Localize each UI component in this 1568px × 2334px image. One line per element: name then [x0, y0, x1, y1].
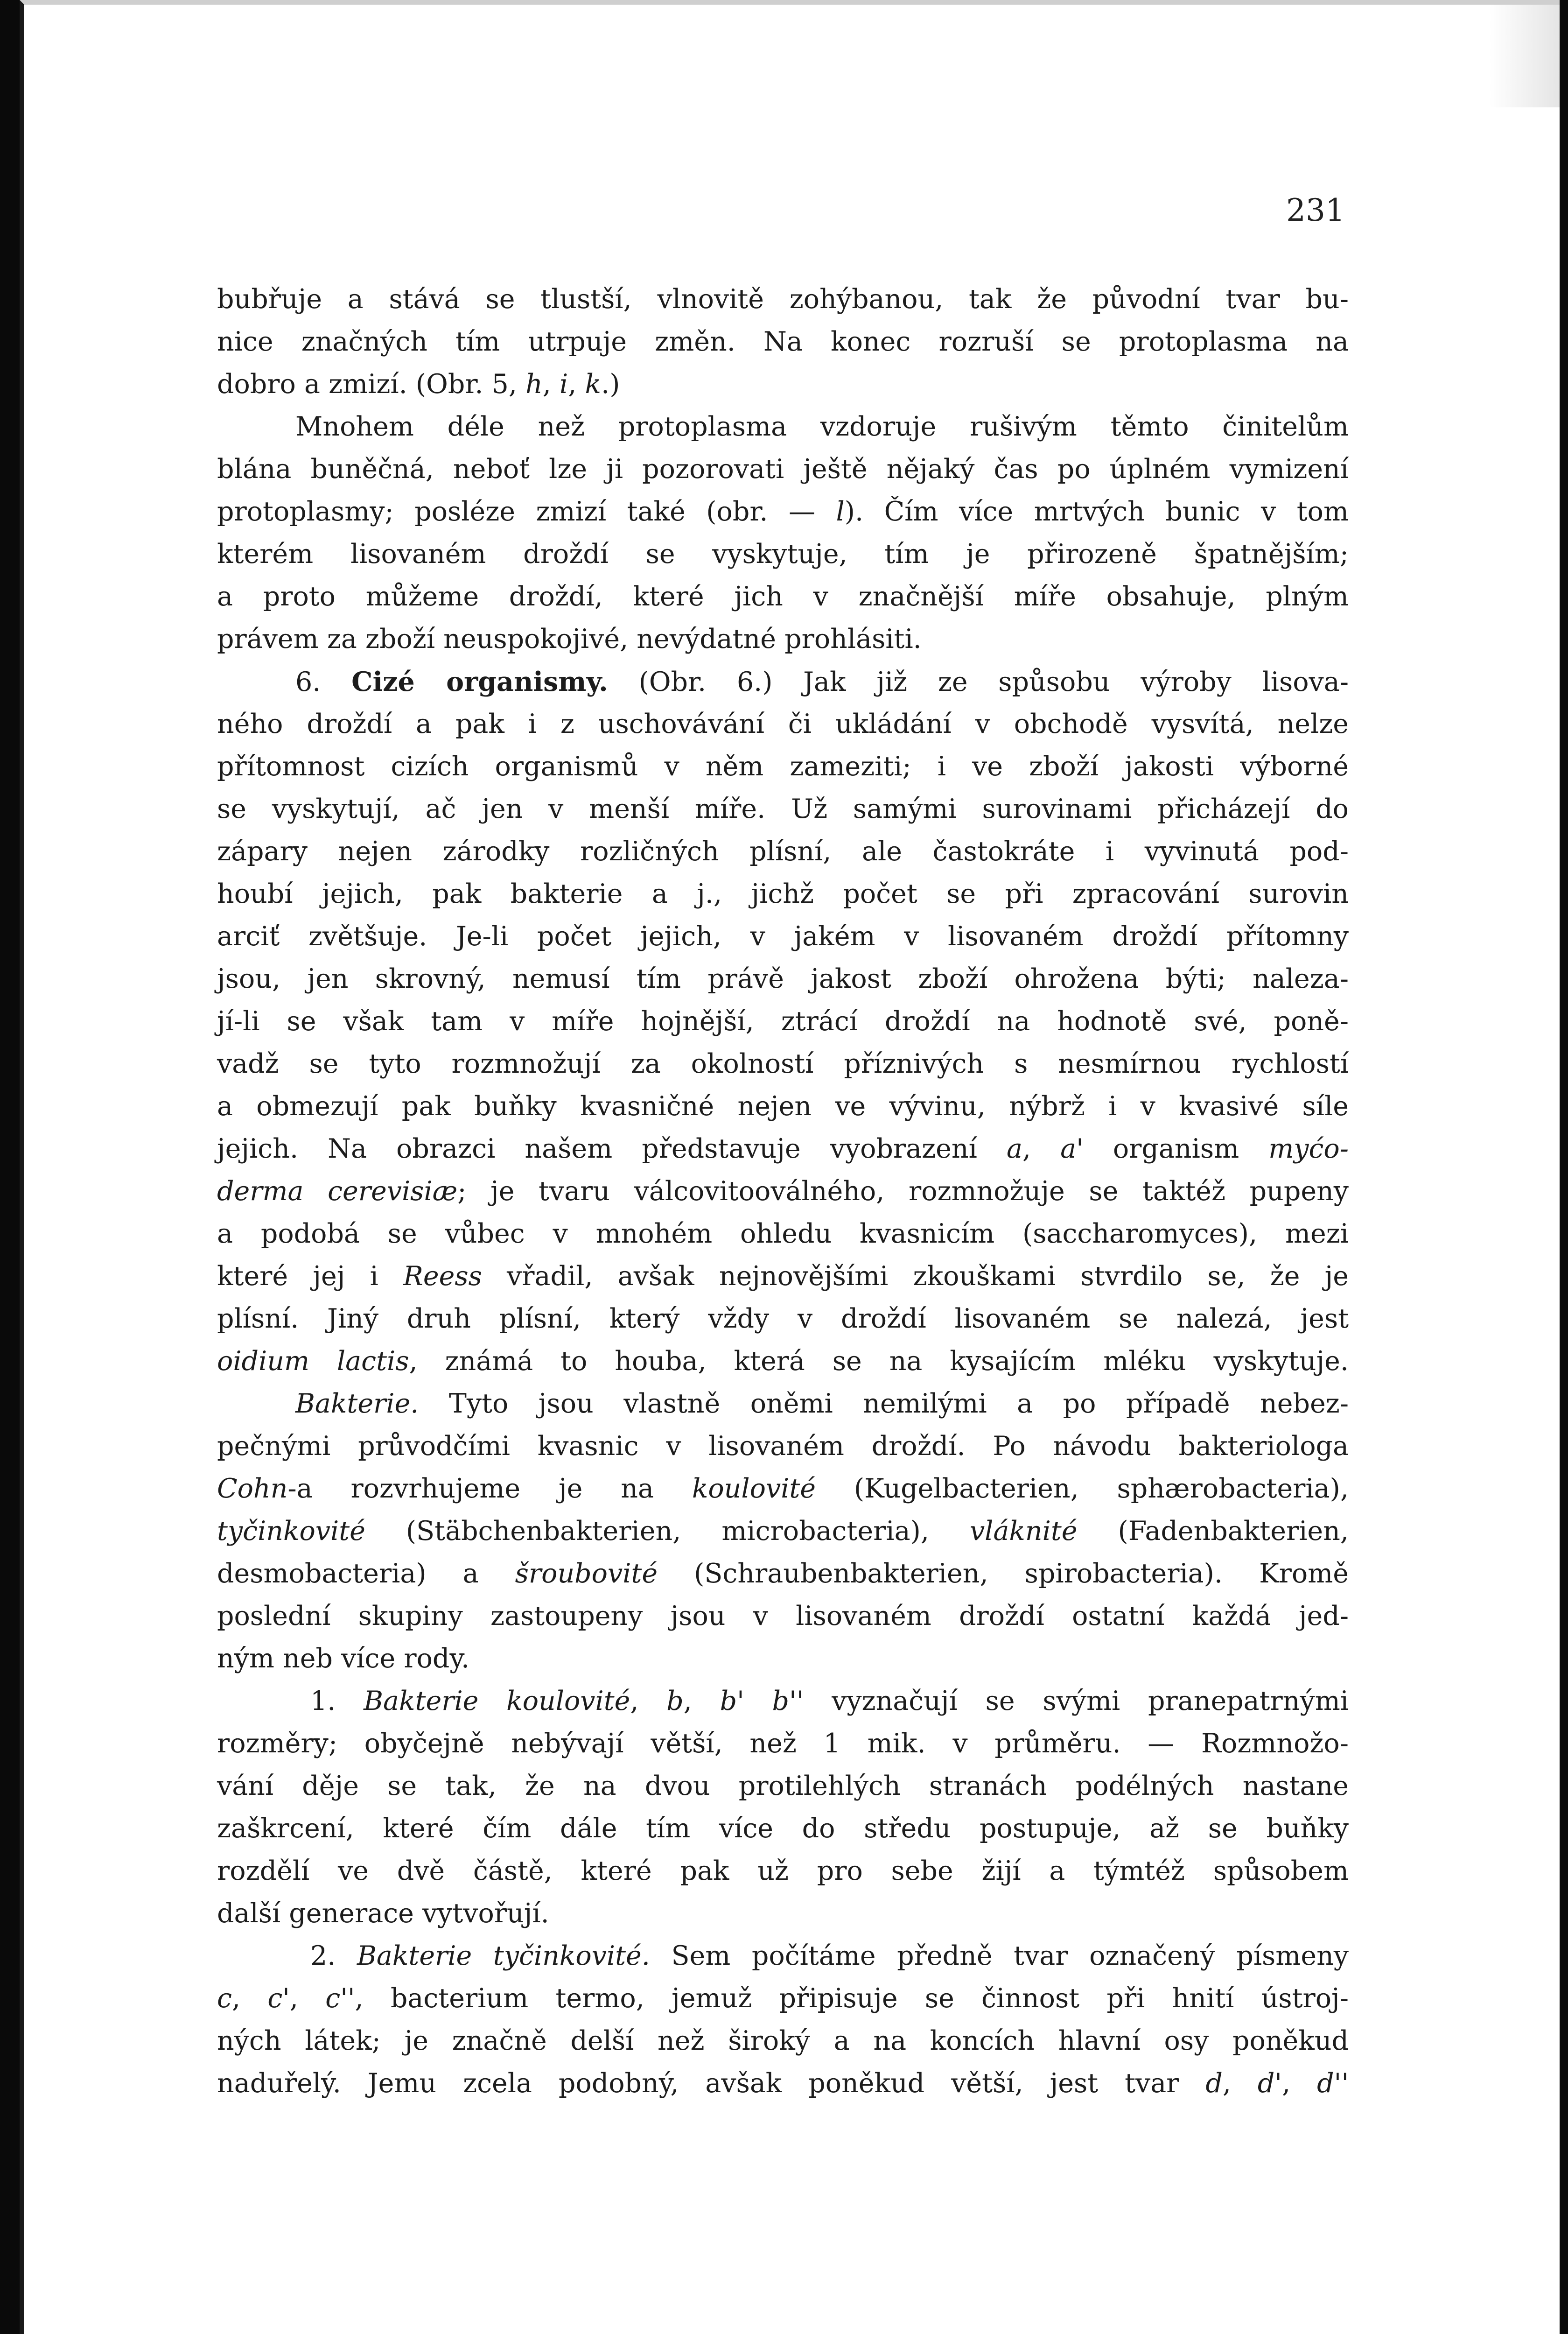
body-text [217, 278, 1349, 2105]
text-line [217, 1213, 1349, 1255]
text-run: naduřelý. Jemu zcela podobný, avšak poněkud větší, jest tvar [217, 2068, 1206, 2099]
text-line [217, 1383, 1349, 1425]
text-line [217, 1595, 1349, 1638]
text-line [217, 321, 1349, 363]
text-line [217, 1807, 1349, 1850]
italic-text: a [1006, 1133, 1022, 1164]
text-line [217, 1977, 1349, 2020]
italic-text: tyčinkovité [217, 1516, 365, 1547]
text-run: , [1282, 2068, 1317, 2099]
text-line [217, 533, 1349, 576]
text-line [217, 2062, 1349, 2105]
text-run: , bacterium termo, jemuž připisuje se činnost při hnití ústroj- [355, 1983, 1349, 2014]
text-line [217, 1765, 1349, 1807]
italic-text: d [1205, 2068, 1223, 2099]
text-run: desmobacteria) a [217, 1558, 515, 1589]
text-run: vání děje se tak, že na dvou protilehlých stranách podélných nastane [217, 1771, 1349, 1801]
italic-text: c'' [325, 1983, 355, 2014]
text-line [217, 1510, 1349, 1553]
text-run: -a rozvrhujeme je na [287, 1473, 692, 1504]
text-run: bubřuje a stává se tlustší, vlnovitě zohýbanou, tak že původní tvar bu- [217, 284, 1349, 315]
italic-text: derma cerevisiæ [217, 1176, 458, 1207]
book-page [20, 0, 1560, 2334]
text-run: (Schraubenbakterien, spirobacteria). Kromě [658, 1558, 1349, 1589]
text-line [217, 958, 1349, 1000]
text-run: 1. [310, 1686, 364, 1716]
text-run: poslední skupiny zastoupeny jsou v lisovaném droždí ostatní každá jed- [217, 1601, 1349, 1631]
text-run: arciť zvětšuje. Je-li počet jejich, v jakém v lisovaném droždí přítomny [217, 921, 1349, 952]
text-run: přítomnost cizích organismů v něm zameziti; i ve zboží jakosti výborné [217, 751, 1349, 782]
text-line [217, 448, 1349, 491]
text-run: (Stäbchenbakterien, microbacteria), [365, 1516, 970, 1547]
italic-text: Bakterie tyčinkovité. [357, 1940, 650, 1971]
text-line [217, 1425, 1349, 1468]
text-run: rozdělí ve dvě částě, které pak už pro sebe žijí a týmtéž spůsobem [217, 1856, 1349, 1886]
italic-text: b' b'' [720, 1686, 804, 1716]
text-line [217, 745, 1349, 788]
page-number: 231 [1286, 192, 1345, 228]
italic-text: Reess [403, 1261, 482, 1292]
text-run: (Obr. 6.) Jak již ze spůsobu výroby lisova- [608, 667, 1349, 697]
text-run: a obmezují pak buňky kvasničné nejen ve vývinu, nýbrž i v kvasivé síle [217, 1091, 1349, 1122]
text-line [217, 1000, 1349, 1043]
text-line [217, 830, 1349, 873]
text-run: ného droždí a pak i z uschovávání či ukládání v obchodě vysvítá, nelze [217, 709, 1349, 739]
italic-text: d'' [1317, 2068, 1349, 2099]
text-run: vadž se tyto rozmnožují za okolností příznivých s nesmírnou rychlostí [217, 1048, 1349, 1079]
text-run: rozměry; obyčejně nebývají větší, než 1 mik. v průměru. — Rozmnožo- [217, 1728, 1349, 1759]
text-line [217, 1255, 1349, 1298]
italic-text: d' [1257, 2068, 1282, 2099]
italic-text: vláknité [969, 1516, 1078, 1547]
text-line [217, 2020, 1349, 2062]
text-line [217, 1935, 1349, 1977]
text-run: pečnými průvodčími kvasnic v lisovaném droždí. Po návodu bakteriologa [217, 1431, 1349, 1462]
italic-text: c' [267, 1983, 290, 2014]
text-line [217, 703, 1349, 745]
text-run: jsou, jen skrovný, nemusí tím právě jakost zboží ohrožena býti; naleza- [217, 963, 1349, 994]
text-run: 2. [310, 1940, 357, 1971]
italic-text: koulovité [692, 1473, 816, 1504]
text-run: , [568, 369, 585, 400]
text-line [217, 1085, 1349, 1128]
italic-text: Bakterie. [295, 1388, 419, 1419]
text-run: se vyskytují, ač jen v menší míře. Už samými surovinami přicházejí do [217, 794, 1349, 824]
text-line [217, 1298, 1349, 1340]
text-line [217, 1850, 1349, 1892]
text-run: , [231, 1983, 268, 2014]
italic-text: oidium lactis [217, 1346, 409, 1377]
text-run: ; je tvaru válcovitooválného, rozmnožuje se taktéž pupeny [457, 1176, 1349, 1207]
text-run: Mnohem déle než protoplasma vzdoruje rušivým těmto činitelům [295, 411, 1349, 442]
text-run: ným neb více rody. [217, 1643, 470, 1674]
text-run: , [683, 1686, 720, 1716]
italic-text: a' [1060, 1133, 1084, 1164]
text-run: zaškrcení, které čím dále tím více do středu postupuje, až se buňky [217, 1813, 1349, 1844]
text-line [217, 491, 1349, 533]
text-run: protoplasmy; posléze zmizí také (obr. — [217, 496, 836, 527]
text-run: dobro a zmizí. (Obr. 5, [217, 369, 526, 400]
text-run: a podobá se vůbec v mnohém ohledu kvasnicím (saccharomyces), mezi [217, 1218, 1349, 1249]
text-line [217, 788, 1349, 830]
text-run: vřadil, avšak nejnovějšími zkouškami stvrdilo se, že je [482, 1261, 1349, 1292]
text-line [217, 618, 1349, 661]
text-run: , [1222, 2068, 1258, 2099]
text-line [217, 278, 1349, 321]
text-run: 6. [295, 667, 352, 697]
text-line [217, 1553, 1349, 1595]
page-edge-shadow [1490, 5, 1560, 107]
italic-text: i [560, 369, 568, 400]
text-line [217, 1722, 1349, 1765]
text-line [217, 661, 1349, 703]
text-line [217, 1638, 1349, 1680]
text-run: (Kugelbacterien, sphærobacteria), [816, 1473, 1349, 1504]
text-line [217, 1680, 1349, 1722]
text-line [217, 1468, 1349, 1510]
italic-text: Cohn [217, 1473, 288, 1504]
text-line [217, 1128, 1349, 1170]
italic-text: Bakterie koulovité [364, 1686, 630, 1716]
text-run: , známá to houba, která se na kysajícím mléku vyskytuje. [409, 1346, 1349, 1377]
text-line [217, 1340, 1349, 1383]
text-line [217, 873, 1349, 915]
text-run: které jej i [217, 1261, 403, 1292]
italic-text: myćo- [1268, 1133, 1349, 1164]
text-run: , [1022, 1133, 1061, 1164]
text-run: ). Čím více mrtvých bunic v tom [844, 496, 1349, 527]
text-run: , [289, 1983, 326, 2014]
text-run: a proto můžeme droždí, které jich v značnější míře obsahuje, plným [217, 581, 1349, 612]
italic-text: h [525, 369, 543, 400]
text-line [217, 576, 1349, 618]
text-run: , [630, 1686, 667, 1716]
text-line [217, 915, 1349, 958]
text-run: plísní. Jiný druh plísní, který vždy v droždí lisovaném se nalezá, jest [217, 1303, 1349, 1334]
italic-text: l [836, 496, 845, 527]
italic-text: šroubovité [515, 1558, 658, 1589]
text-run: (Fadenbakterien, [1077, 1516, 1349, 1547]
text-line [217, 1892, 1349, 1935]
text-line [217, 363, 1349, 406]
text-run: zápary nejen zárodky rozličných plísní, ale častokráte i vyvinutá pod- [217, 836, 1349, 867]
text-run: další generace vytvořují. [217, 1898, 549, 1929]
text-run: , [542, 369, 560, 400]
text-run: nice značných tím utrpuje změn. Na konec rozruší se protoplasma na [217, 326, 1349, 357]
text-line [217, 1043, 1349, 1085]
section-heading: Cizé organismy. [351, 666, 608, 697]
text-line [217, 406, 1349, 448]
text-run: .) [601, 369, 620, 400]
italic-text: c [217, 1983, 232, 2014]
text-run: blána buněčná, neboť lze ji pozorovati ještě nějaký čas po úplném vymizení [217, 454, 1349, 485]
text-line [217, 1170, 1349, 1213]
text-run: vyznačují se svými pranepatrnými [804, 1686, 1349, 1716]
text-run: organism [1083, 1133, 1269, 1164]
text-run: právem za zboží neuspokojivé, nevýdatné prohlásiti. [217, 624, 922, 654]
text-run: Sem počítáme předně tvar označený písmeny [650, 1940, 1349, 1971]
text-run: jí-li se však tam v míře hojnější, ztrácí droždí na hodnotě své, poně- [217, 1006, 1349, 1037]
text-run: Tyto jsou vlastně oněmi nemilými a po případě nebez- [419, 1388, 1349, 1419]
text-run: ných látek; je značně delší než široký a na koncích hlavní osy poněkud [217, 2025, 1349, 2056]
text-run: jejich. Na obrazci našem představuje vyobrazení [217, 1133, 1007, 1164]
text-run: houbí jejich, pak bakterie a j., jichž počet se při zpracování surovin [217, 879, 1349, 909]
italic-text: b [666, 1686, 684, 1716]
text-run: kterém lisovaném droždí se vyskytuje, tím je přirozeně špatnějším; [217, 539, 1349, 569]
italic-text: k [585, 369, 602, 400]
